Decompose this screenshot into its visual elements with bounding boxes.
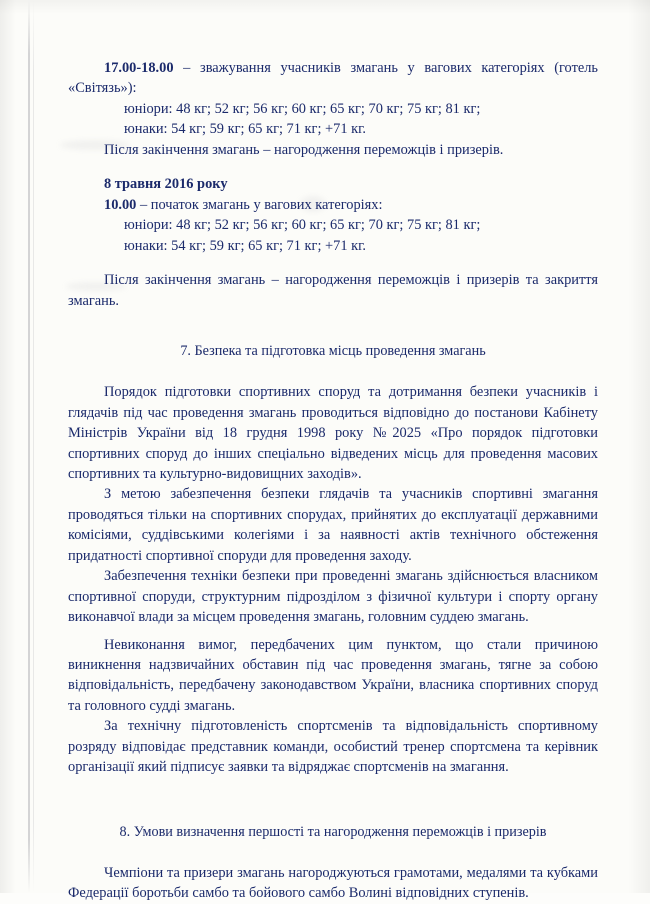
page-binding-edge	[28, 0, 30, 893]
time-label-morning: 10.00	[104, 196, 137, 213]
section-heading-8: 8. Умови визначення першості та нагородження переможців і призерів	[119, 823, 547, 840]
date-heading-second-day: 8 травня 2016 року	[104, 176, 228, 193]
schedule-evening-text: – зважування учасників змагань у вагових категоріях (готель «Світязь»):	[68, 60, 598, 97]
paragraph-schedule-evening	[68, 58, 598, 99]
paragraph-schedule-morning	[68, 195, 598, 215]
paragraph-7-1: Порядок підготовки спортивних споруд та дотримання безпеки учасників і глядачів під час проведення змагань проводиться відповідно до постанови Кабінету Міністрів України від 18 грудня 1998 року №2025 «Про порядок підготовки спортивних споруд до інших спеціально відведених місць для проведення масових спортивних та культурно-видовищних заходів».	[68, 384, 598, 482]
paragraph-7-4: Невиконання вимог, передбачених цим пунктом, що стали причиною виникнення надзвичайних обставин під час проведення змагань, тягне за собою відповідальність, передбачену законодавством України, власника спортивних споруд та головного судді змагань.	[68, 636, 598, 714]
weights-youth-second-day: юнаки: 54 кг; 59 кг; 65 кг; 71 кг; +71 кг.	[124, 237, 367, 254]
section-heading-7: 7. Безпека та підготовка місць проведення змагань	[180, 342, 486, 359]
time-label-evening: 17.00-18.00	[104, 60, 174, 76]
page-binding-shadow	[33, 0, 34, 893]
schedule-morning-text: – початок змагань у вагових категоріях:	[136, 196, 383, 213]
weights-juniors-second-day: юніори: 48 кг; 52 кг; 56 кг; 60 кг; 65 кг; 70 кг; 75 кг; 81 кг;	[124, 217, 481, 234]
weights-youth-first-day: юнаки: 54 кг; 59 кг; 65 кг; 71 кг; +71 кг.	[124, 121, 367, 138]
paragraph-8-1: Чемпіони та призери змагань нагороджуються грамотами, медалями та кубками Федерації боротьби самбо та бойового самбо Волині відповідних ступенів.	[68, 864, 598, 902]
weights-juniors-first-day: юніори: 48 кг; 52 кг; 56 кг; 60 кг; 65 кг; 70 кг; 75 кг; 81 кг;	[124, 100, 481, 117]
paragraph-7-5: За технічну підготовленість спортсменів та відповідальність спортивному розряду відповідає представник команди, особистий тренер спортсмена та керівник організації який підписує заявки та відряджає спортсменів на змагання.	[68, 718, 598, 776]
paragraph-awards-first-day: Після закінчення змагань – нагородження переможців і призерів.	[104, 141, 504, 158]
paragraph-7-2: З метою забезпечення безпеки глядачів та учасників спортивні змагання проводяться тільки на спортивних спорудах, прийнятих до експлуатації державними комісіями, суддівськими колегіями і за наявності актів технічного обстеження придатності спортивної споруди для проведення заходу.	[68, 486, 598, 564]
paragraph-awards-second-day: Після закінчення змагань – нагородження переможців і призерів та закриття змагань.	[68, 272, 598, 309]
document-body	[68, 58, 598, 904]
paragraph-7-3: Забезпечення техніки безпеки при проведенні змагань здійснюється власником спортивної споруди, структурним підрозділом з фізичної культури і спорту органу виконавчої влади за місцем проведення змагань, головним суддею змагань.	[68, 568, 598, 626]
